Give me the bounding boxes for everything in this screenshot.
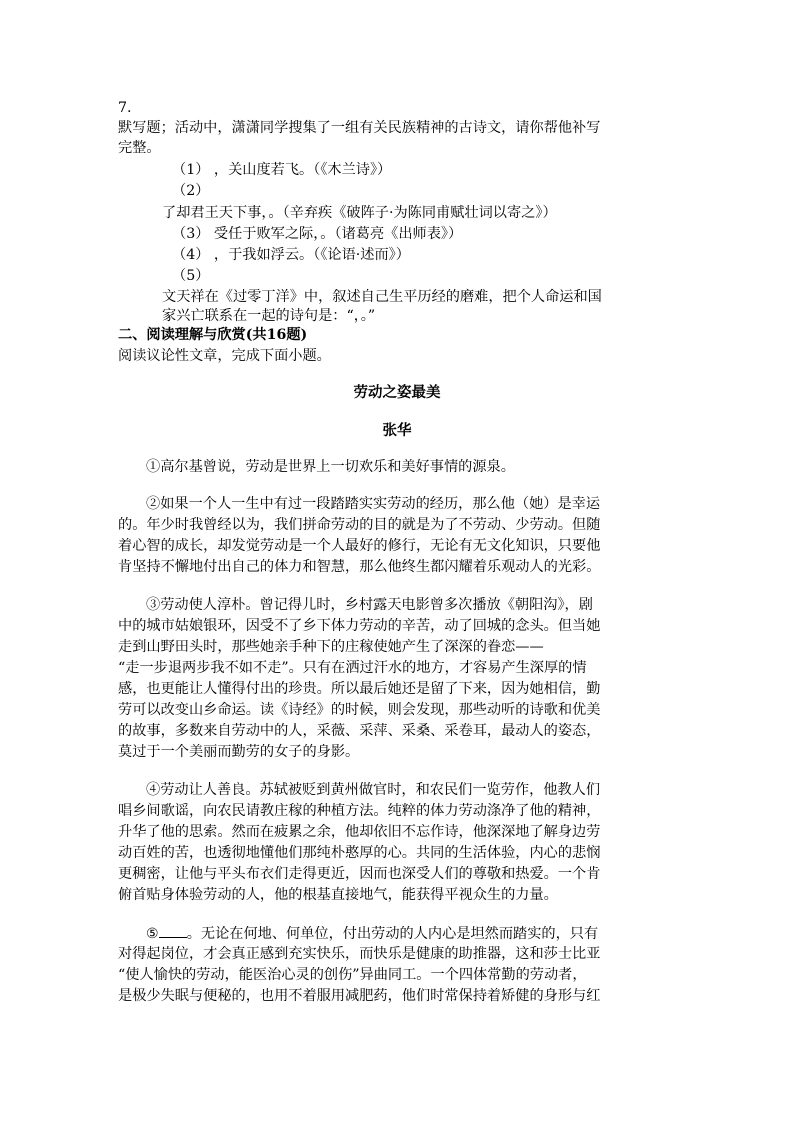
answer-blank [159, 923, 187, 938]
section-heading: 二、阅读理解与欣赏(共16题) [118, 327, 308, 343]
paragraph-3-line-5: 感，也更能让人懂得付出的珍贵。所以最后她还是留了下来，因为她相信，勤 [118, 681, 601, 697]
paragraph-4-line-1: ④劳动让人善良。苏轼被贬到黄州做官时，和农民们一览劳作，他教人们 [146, 782, 601, 798]
question-item-1: （1） ，关山度若飞。（《木兰诗》） [172, 162, 392, 178]
paragraph-5-line-1-rest: 。无论在何地、何单位，付出劳动的人内心是坦然而踏实的，只有 [186, 926, 599, 942]
article-author: 张华 [382, 422, 412, 439]
question-item-2-text: 了却君王天下事，。（辛弃疾《破阵子·为陈同甫赋壮词以寄之》） [162, 205, 557, 221]
question-prompt-line-2: 完整。 [118, 140, 161, 156]
paragraph-4-line-3: 升华了他的思索。然而在疲累之余，他却依旧不忘作诗，他深深地了解身边劳 [118, 824, 601, 840]
paragraph-2-line-2: 的。年少时我曾经以为，我们拼命劳动的目的就是为了不劳动、少劳动。但随 [118, 517, 601, 533]
paragraph-1-line-1: ①高尔基曾说，劳动是世界上一切欢乐和美好事情的源泉。 [146, 459, 515, 475]
question-item-5-text-line-1: 文天祥在《过零丁洋》中，叙述自己生平历经的磨难，把个人命运和国 [162, 289, 602, 305]
paragraph-2-line-3: 着心智的成长，却发觉劳动是一个人最好的修行，无论有无文化知识，只要他 [118, 538, 601, 554]
paragraph-3-line-1: ③劳动使人淳朴。曾记得儿时，乡村露天电影曾多次播放《朝阳沟》，剧 [146, 597, 593, 613]
paragraph-4-line-2: 唱乡间歌谣，向农民请教庄稼的种植方法。纯粹的体力劳动涤净了他的精神， [118, 803, 601, 819]
paragraph-3-line-2: 中的城市姑娘银环，因受不了乡下体力劳动的辛苦，动了回城的念头。但当她 [118, 618, 601, 634]
paragraph-2-line-4: 肯坚持不懈地付出自己的体力和智慧，那么他终生都闪耀着乐观动人的光彩。 [118, 559, 601, 575]
paragraph-2-line-1: ②如果一个人一生中有过一段踏踏实实劳动的经历，那么他（她）是幸运 [146, 496, 601, 512]
paragraph-3-line-7: 的故事，多数来自劳动中的人，采薇、采萍、采桑、采卷耳，最动人的姿态， [118, 723, 601, 739]
question-item-5-text-line-2: 家兴亡联系在一起的诗句是：“，。” [162, 308, 376, 324]
paragraph-5-number: ⑤ [146, 926, 159, 942]
article-title: 劳动之姿最美 [353, 384, 441, 401]
paragraph-4-line-4: 动百姓的苦，也透彻地懂他们那纯朴憨厚的心。共同的生活体验，内心的悲悯 [118, 845, 601, 861]
question-item-2-label: （2） [172, 183, 210, 199]
section-instruction: 阅读议论性文章，完成下面小题。 [118, 348, 331, 364]
paragraph-3-line-3: 走到山野田头时，那些她亲手种下的庄稼使她产生了深深的眷恋—— [118, 639, 544, 655]
paragraph-4-line-5: 更稠密，让他与平头布衣们走得更近，因而也深受人们的尊敬和热爱。一个肯 [118, 866, 601, 882]
question-item-4: （4） ，于我如浮云。（《论语·述而》） [172, 247, 410, 263]
paragraph-5-line-4: 是极少失眠与便秘的，也用不着服用减肥药，他们时常保持着矫健的身形与红 [118, 988, 601, 1004]
question-prompt-line-1: 默写题；活动中，潇潇同学搜集了一组有关民族精神的古诗文，请你帮他补写 [118, 120, 601, 136]
paragraph-5-line-1 [146, 923, 598, 944]
paragraph-3-line-6: 劳可以改变山乡命运。读《诗经》的时候，则会发现，那些动听的诗歌和优美 [118, 702, 601, 718]
question-number: 7. [118, 100, 132, 116]
paragraph-4-line-6: 俯首贴身体验劳动的人，他的根基直接地气，能获得平视众生的力量。 [118, 887, 558, 903]
paragraph-3-line-4: “走一步退两步我不如不走”。只有在洒过汗水的地方，才容易产生深厚的情 [118, 660, 587, 676]
paragraph-3-line-8: 莫过于一个美丽而勤劳的女子的身影。 [118, 744, 360, 760]
question-item-5-label: （5） [172, 268, 210, 284]
paragraph-5-line-2: 对得起岗位，才会真正感到充实快乐，而快乐是健康的助推器，这和莎士比亚 [118, 946, 601, 962]
question-item-3: （3） 受任于败军之际，。（诸葛亮《出师表》） [172, 226, 463, 242]
paragraph-5-line-3: “使人愉快的劳动，能医治心灵的创伤”异曲同工。一个四体常勤的劳动者， [118, 967, 587, 983]
